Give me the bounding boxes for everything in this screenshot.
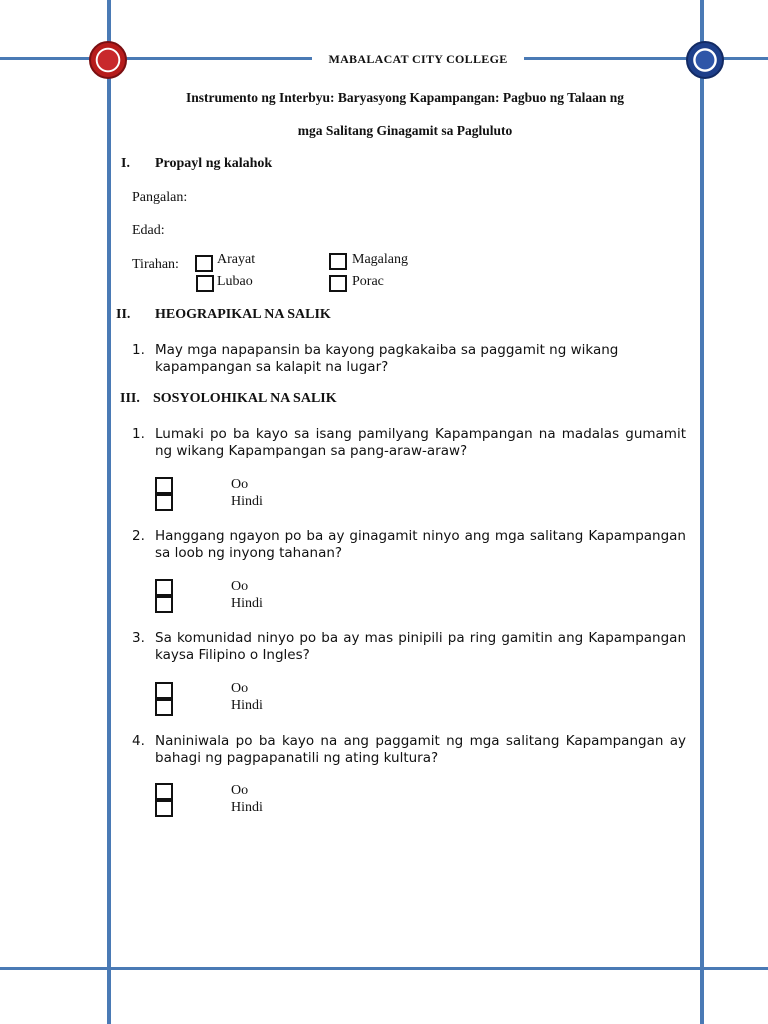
question-number: 4.	[132, 733, 145, 749]
option-hindi-label: Hindi	[231, 800, 263, 815]
option-oo-label: Oo	[231, 681, 249, 696]
checkbox-lubao[interactable]	[196, 275, 214, 292]
checkbox-arayat[interactable]	[195, 255, 213, 272]
section2-title: HEOGRAPIKAL NA SALIK	[155, 307, 331, 322]
age-label: Edad:	[132, 223, 165, 238]
section2-number: II.	[116, 307, 131, 322]
section1-title: Propayl ng kalahok	[155, 156, 273, 171]
checkbox-q3-hindi[interactable]	[155, 699, 173, 716]
checkbox-q1-hindi[interactable]	[155, 494, 173, 511]
question-number: 2.	[132, 528, 145, 544]
option-oo-label: Oo	[231, 579, 249, 594]
college-seal-right	[686, 41, 724, 79]
town-label-lubao: Lubao	[217, 274, 253, 289]
college-seal-left	[89, 41, 127, 79]
name-label: Pangalan:	[132, 190, 188, 205]
checkbox-q2-oo[interactable]	[155, 579, 173, 596]
checkbox-q4-hindi[interactable]	[155, 800, 173, 817]
question-number: 1.	[132, 426, 145, 442]
document-title-line2: mga Salitang Ginagamit sa Pagluluto	[297, 123, 513, 138]
question-text: Naniniwala po ba kayo na ang paggamit ng mga salitang Kapampangan ay bahagi ng pagpapanatili ng ating kultura?	[155, 733, 686, 766]
frame-line-bottom	[0, 967, 768, 970]
section3-number: III.	[120, 391, 140, 406]
college-name: MABALACAT CITY COLLEGE	[312, 52, 524, 67]
checkbox-porac[interactable]	[329, 275, 347, 292]
option-oo-label: Oo	[231, 477, 249, 492]
document-title-line1: Instrumento ng Interbyu: Baryasyong Kapampangan: Pagbuo ng Talaan ng	[185, 90, 625, 105]
option-hindi-label: Hindi	[231, 494, 263, 509]
address-label: Tirahan:	[132, 257, 179, 272]
section2-question-number: 1.	[132, 342, 145, 358]
option-hindi-label: Hindi	[231, 596, 263, 611]
question-number: 3.	[132, 630, 145, 646]
checkbox-magalang[interactable]	[329, 253, 347, 270]
checkbox-q2-hindi[interactable]	[155, 596, 173, 613]
town-label-magalang: Magalang	[352, 252, 408, 267]
checkbox-q4-oo[interactable]	[155, 783, 173, 800]
question-text: Sa komunidad ninyo po ba ay mas pinipili pa ring gamitin ang Kapampangan kaysa Filipino o Ingles?	[155, 630, 686, 663]
town-label-porac: Porac	[352, 274, 384, 289]
section1-number: I.	[121, 156, 130, 171]
frame-line-right	[700, 0, 704, 1024]
frame-line-left	[107, 0, 111, 1024]
question-text: Lumaki po ba kayo sa isang pamilyang Kapampangan na madalas gumamit ng wikang Kapampangan sa pang-araw-araw?	[155, 426, 686, 459]
option-oo-label: Oo	[231, 783, 249, 798]
section3-title: SOSYOLOHIKAL NA SALIK	[153, 391, 337, 406]
checkbox-q3-oo[interactable]	[155, 682, 173, 699]
section2-question-text: May mga napapansin ba kayong pagkakaiba sa paggamit ng wikang kapampangan sa kalapit na lugar?	[155, 342, 619, 375]
question-text: Hanggang ngayon po ba ay ginagamit ninyo ang mga salitang Kapampangan sa loob ng inyong tahanan?	[155, 528, 686, 561]
option-hindi-label: Hindi	[231, 698, 263, 713]
checkbox-q1-oo[interactable]	[155, 477, 173, 494]
town-label-arayat: Arayat	[217, 252, 256, 267]
